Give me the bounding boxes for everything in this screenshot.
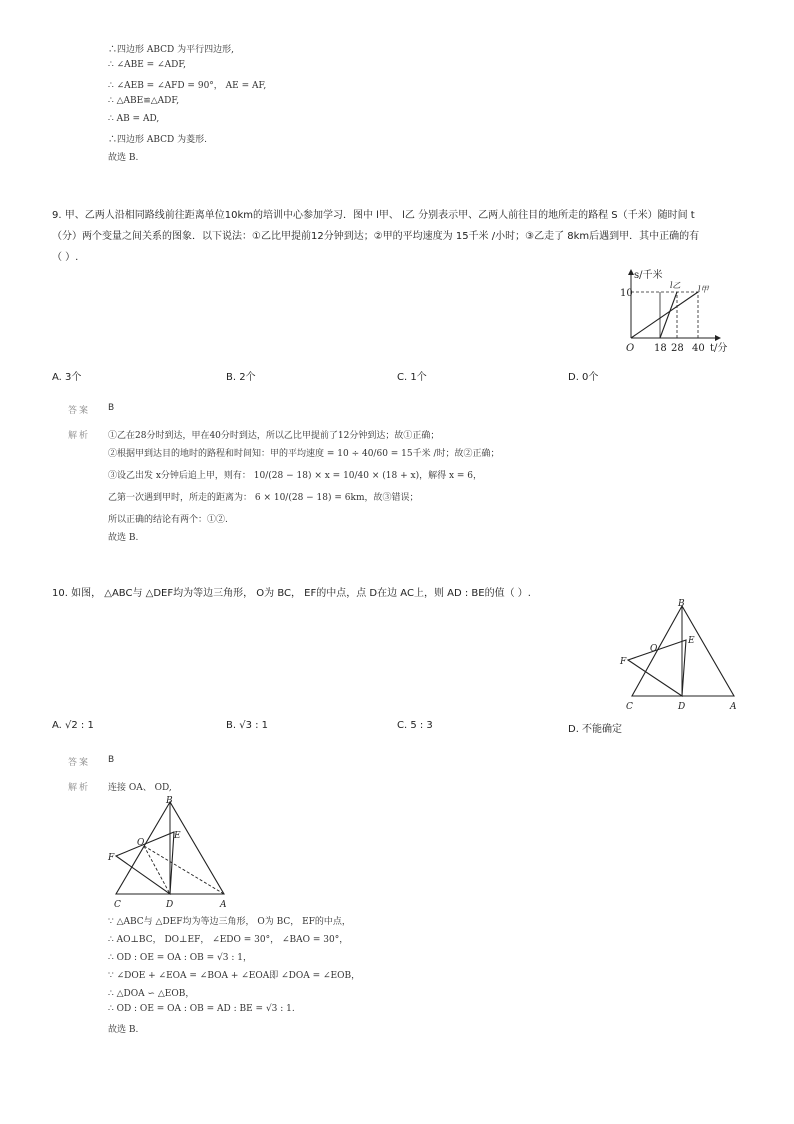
analysis-line: ②根据甲到达目的地时的路程和时间知：甲的平均速度 = 10 ÷ 40/60 = 15千米 /时；故②正确； [108, 449, 500, 459]
answer-label: 答案 [68, 758, 91, 768]
question-stem: （分）两个变量之间关系的图象．以下说法：①乙比甲提前12分钟到达；②甲的平均速度为 15千米 /小时；③乙走了 8km后遇到甲．其中正确的有 [52, 231, 700, 242]
point-label: D [678, 702, 686, 712]
line-jia [631, 292, 698, 338]
analysis-line: ∴ OD : OE = OA : OB = √3 : 1， [108, 953, 252, 963]
option-c[interactable]: C. 1个 [397, 372, 427, 383]
solution-line: ∴ AB = AD, [108, 114, 160, 124]
line-jia-label: l甲 [698, 285, 709, 294]
analysis-line: 故选 B. [108, 533, 139, 543]
point-label: C [114, 900, 121, 910]
answer-value: B [108, 403, 115, 413]
option-d[interactable]: D. 0个 [568, 372, 599, 383]
option-a[interactable]: A. 3个 [52, 372, 82, 383]
analysis-line: ∵ ∠DOE + ∠EOA = ∠BOA + ∠EOA即 ∠DOA = ∠EOB， [108, 971, 361, 981]
point-label: F [108, 853, 115, 863]
analysis-line: 故选 B. [108, 1025, 139, 1035]
point-label: B [678, 599, 685, 609]
analysis-line: ①乙在28分时到达，甲在40分时到达，所以乙比甲提前了12分钟到达；故①正确； [108, 431, 440, 441]
analysis-label: 解析 [68, 431, 91, 441]
line-yi-label: l乙 [670, 281, 681, 290]
answer-value: B [108, 755, 115, 765]
analysis-label: 解析 [68, 783, 91, 793]
point-label: E [174, 831, 181, 841]
point-label: A [220, 900, 227, 910]
point-label: O [650, 644, 658, 654]
analysis-line: ∴ AO⊥BC， DO⊥EF， ∠EDO = 30°， ∠BAO = 30°， [108, 935, 349, 945]
solution-line: ∴四边形 ABCD 为菱形. [108, 135, 207, 145]
analysis-line: 乙第一次遇到甲时，所走的距离为： 6 × 10/(28 − 18) = 6km，故③错误； [108, 493, 419, 503]
analysis-line: ③设乙出发 x分钟后追上甲，则有： 10/(28 − 18) × x = 10/40 × (18 + x)，解得 x = 6， [108, 471, 483, 481]
option-d[interactable]: D. 不能确定 [568, 724, 623, 735]
question-stem: （ ）. [52, 252, 79, 263]
question-stem: 10. 如图， △ABC与 △DEF均为等边三角形， O为 BC， EF的中点，点 D在边 AC上，则 AD : BE的值（ ）. [52, 588, 531, 599]
solution-line: 故选 B. [108, 153, 139, 163]
triangle-figure [612, 596, 742, 714]
analysis-line: ∴ OD : OE = OA : OB = AD : BE = √3 : 1. [108, 1004, 295, 1014]
option-c[interactable]: C. 5 : 3 [397, 720, 433, 731]
triangle-def [116, 832, 174, 894]
solution-line: ∴四边形 ABCD 为平行四边形, [108, 45, 234, 55]
segment-od [144, 846, 170, 894]
option-b[interactable]: B. 2个 [226, 372, 256, 383]
y-tick-label: 10 [620, 288, 633, 299]
distance-time-graph [610, 262, 745, 357]
origin-label: O [626, 343, 635, 354]
point-label: C [626, 702, 633, 712]
x-tick-label: 18 [654, 343, 667, 354]
solution-figure [104, 792, 234, 910]
point-label: F [620, 657, 627, 667]
x-axis-label: t/分 [710, 343, 728, 354]
line-yi [660, 292, 677, 338]
analysis-intro: 连接 OA、 OD, [108, 783, 172, 793]
question-stem: 9. 甲、乙两人沿相同路线前往距离单位10km的培训中心参加学习．图中 l甲、 l乙 分别表示甲、乙两人前往目的地所走的路程 S（千米）随时间 t [52, 210, 695, 221]
analysis-line: 所以正确的结论有两个：①②. [108, 515, 228, 525]
y-axis-label: s/千米 [634, 270, 663, 281]
point-label: D [166, 900, 174, 910]
point-label: E [688, 636, 695, 646]
segment-oa [144, 846, 224, 894]
point-label: O [137, 838, 145, 848]
x-tick-label: 40 [692, 343, 705, 354]
x-tick-label: 28 [671, 343, 684, 354]
solution-line: ∴ ∠ABE = ∠ADF, [108, 60, 187, 70]
point-label: A [730, 702, 737, 712]
option-a[interactable]: A. √2 : 1 [52, 720, 94, 731]
answer-label: 答案 [68, 406, 91, 416]
solution-line: ∴ △ABE≌△ADF, [108, 96, 180, 106]
solution-line: ∴ ∠AEB = ∠AFD = 90°， AE = AF, [108, 81, 267, 91]
analysis-line: ∴ △DOA ∽ △EOB， [108, 989, 195, 999]
point-label: B [166, 796, 173, 806]
analysis-line: ∵ △ABC与 △DEF均为等边三角形， O为 BC， EF的中点， [108, 917, 351, 927]
option-b[interactable]: B. √3 : 1 [226, 720, 269, 731]
